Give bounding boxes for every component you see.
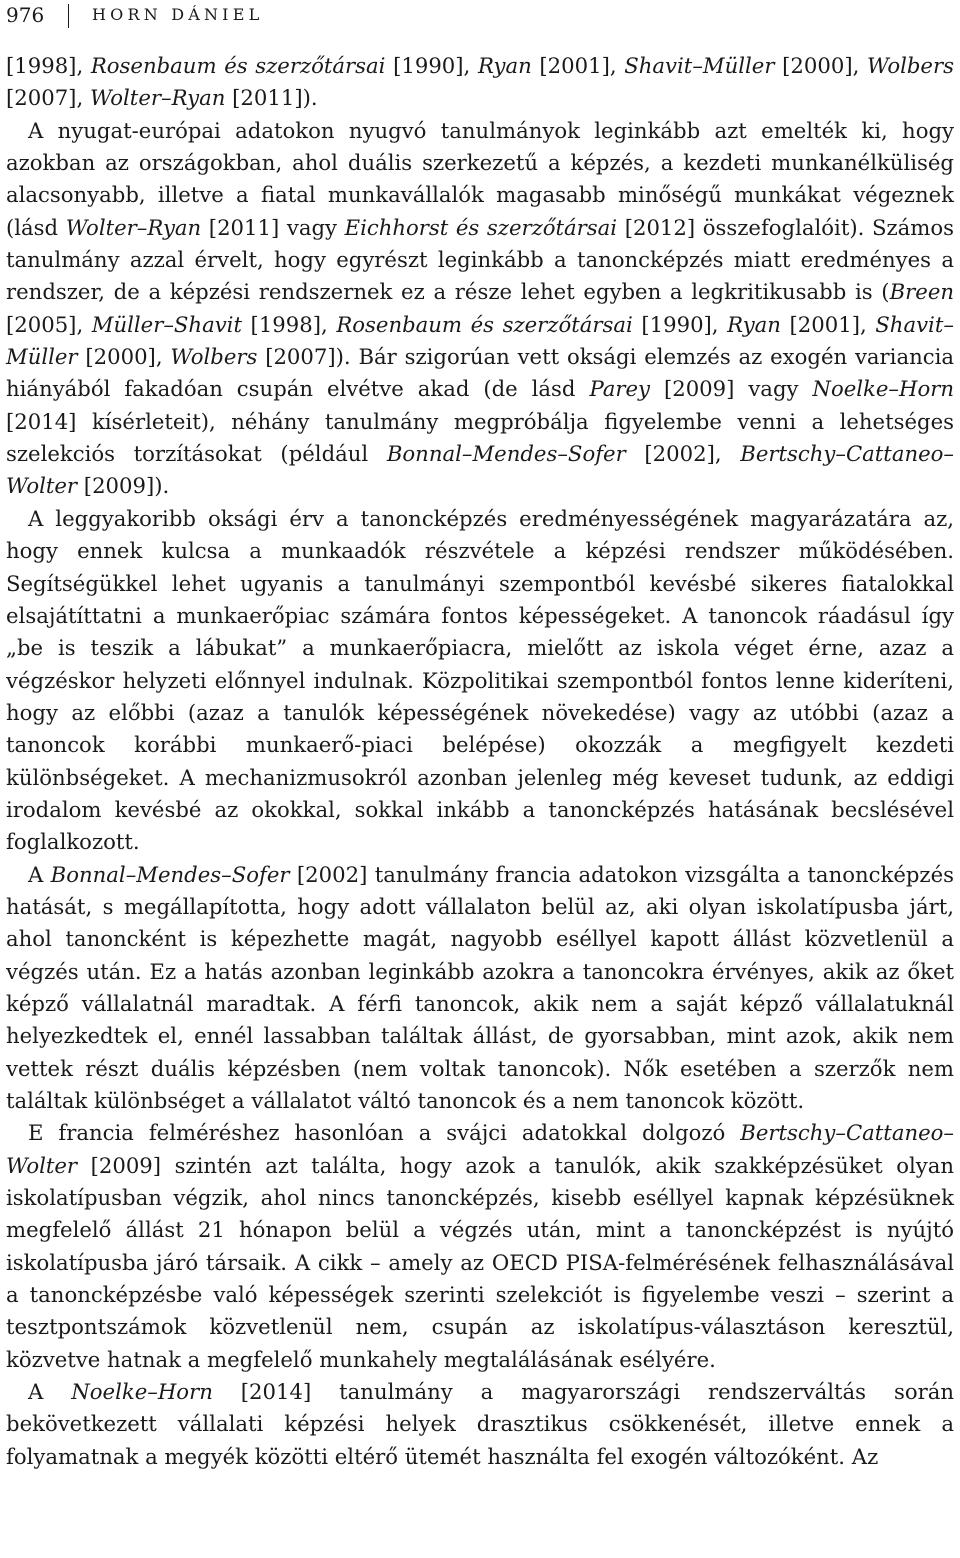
text-run: [2009] szintén azt találta, hogy azok a tanulók, akik szakképzésüket olyan iskolatípusban végzik, ahol nincs tanoncképzés, kisebb eséllyel kapnak képzésüknek megfelelő állást 21 hónapon belül a végzés után, mint a tanoncképzést is nyújtó iskolatípusba járó társaik. A cikk – amely az OECD PISA-felmérésének felhasználásával a tanoncképzésbe való képességek szerinti szelekciót is figyelembe veszi – szerint a tesztpontszámok közvetlenül nem, csupán az iskolatípus-választáson keresztül, közvetve hatnak a megfelelő munkahely megtalálásának esélyére. [6,1152,954,1372]
text-run: [2009] vagy [650,376,813,402]
citation-author: Bonnal–Mendes–Sofer [386,441,626,467]
text-run: [2009]). [77,473,170,499]
text-run: [2005], [6,311,92,337]
paragraph [6,1117,954,1376]
citation-author: Rosenbaum és szerzőtársai [90,53,386,78]
citation-author: Noelke–Horn [812,376,955,402]
text-run: [2000], [774,53,867,78]
citation-author: Wolbers [170,344,258,370]
citation-author: Ryan [477,53,532,78]
text-run: [1998], [241,311,337,337]
paragraph [6,859,954,1118]
citation-author: Wolbers [866,53,954,78]
citation-author: Breen [889,279,954,305]
paragraph-continued [6,50,954,115]
running-head: HORN DÁNIEL [92,5,264,24]
citation-author: Bertschy–Cattaneo–Wolter [6,1120,954,1178]
page-header [6,0,954,34]
text-run: [2014] kísérleteit), néhány tanulmány megpróbálja figyelembe venni a lehetséges szelekciós torzításokat (például [6,408,954,467]
text-run: [2001], [780,311,876,337]
text-run: [1990], [632,311,728,337]
article-body [6,50,954,1473]
text-run: [2011] vagy [201,214,345,240]
text-run: [2007]). Bár szigorúan vett oksági elemzés az exogén variancia hiányából fakadóan csupán elvétve akad (de lásd [6,344,954,402]
citation-author: Eichhorst és szerzőtársai [344,214,618,240]
paragraph [6,1376,954,1473]
text-run: [2007], [6,85,90,111]
citation-author: Bertschy–Cattaneo–Wolter [6,441,954,499]
citation-author: Noelke–Horn [71,1379,213,1405]
text-run: [1990], [385,53,478,78]
text-run: A [28,861,51,887]
text-run: [2001], [531,53,625,78]
citation-author: Shavit–Müller [6,311,954,370]
citation-author: Parey [589,376,651,402]
text-run: A leggyakoribb oksági érv a tanoncképzés eredményességének magyarázatára az, hogy ennek kulcsa a munkaadók részvétele a képzési rendszer működésében. Segítségükkel lehet ugyanis a tanulmányi szempontból kevésbé sikeres fiatalokkal elsajátíttatni a munkaerőpiac számára fontos képességeket. A tanoncok ráadásul így „be is teszik a lábukat” a munkaerőpiacra, mielőtt az iskola véget érne, azaz a végzéskor helyzeti előnnyel indulnak. Közpolitikai szempontból fontos lenne kideríteni, hogy az előbbi (azaz a tanulók képességének növekedése) vagy az utóbbi (azaz a tanoncok korábbi munkaerő-piaci belépése) okozzák a megfigyelt kezdeti különbségeket. A mechanizmusokról azonban jelenleg még keveset tudunk, az eddigi irodalom kevésbé az okokkal, sokkal inkább a tanoncképzés hatásának becslésével foglalkozott. [6,505,954,855]
citation-author: Müller–Shavit [91,311,242,337]
citation-author: Rosenbaum és szerzőtársai [336,311,633,337]
citation-author: Wolter–Ryan [65,214,202,240]
text-run: A [28,1379,72,1405]
text-run: A nyugat-európai adatokon nyugvó tanulmányok leginkább azt emelték ki, hogy azokban az országokban, ahol duális szerkezetű a képzés, a kezdeti munkanélküliség alacsonyabb, illetve a fiatal munkavállalók magasabb minőségű munkákat végeznek (lásd [6,117,954,240]
citation-author: Wolter–Ryan [89,85,226,111]
text-run: [2000], [77,344,171,370]
text-run: [2014] tanulmány a magyarországi rendszerváltás során bekövetkezett vállalati képzési helyek drasztikus csökkenését, illetve ennek a folyamatnak a megyék közötti eltérő ütemét használta fel exogén változóként. Az [6,1379,954,1469]
citation-author: Bonnal–Mendes–Sofer [50,861,290,887]
text-run: [1998], [6,53,91,78]
header-divider [68,4,69,28]
paragraph [6,503,954,859]
citation-author: Ryan [727,311,781,337]
text-run: [2012] összefoglalóit). Számos tanulmány azzal érvelt, hogy egyrészt leginkább a tanoncképzés miatt eredményes a rendszer, de a képzési rendszernek ez a része lehet egyben a legkritikusabb is ( [6,214,954,305]
text-run: [2011]). [225,85,318,111]
text-run: [2002], [625,441,741,467]
paragraph [6,115,954,503]
text-run: [2002] tanulmány francia adatokon vizsgálta a tanoncképzés hatását, s megállapította, hogy adott vállalaton belül az, aki olyan iskolatípusba járt, ahol tanoncként is képezhette magát, nagyobb eséllyel kapott állást közvetlenül a végzés után. Ez a hatás azonban leginkább azokra a tanoncokra érvényes, akik az őket képző vállalatnál maradtak. A férfi tanoncok, akik nem a saját képző vállalatuknál helyezkedtek el, ennél lassabban találtak állást, de gyorsabban, mint azok, akik nem vettek részt duális képzésben (nem voltak tanoncok). Nők esetében a szerzők nem találtak különbséget a vállalatot váltó tanoncok és a nem tanoncok között. [6,861,954,1113]
citation-author: Shavit–Müller [624,53,775,78]
text-run: E francia felméréshez hasonlóan a svájci adatokkal dolgozó [28,1120,741,1146]
page-number: 976 [6,3,45,27]
